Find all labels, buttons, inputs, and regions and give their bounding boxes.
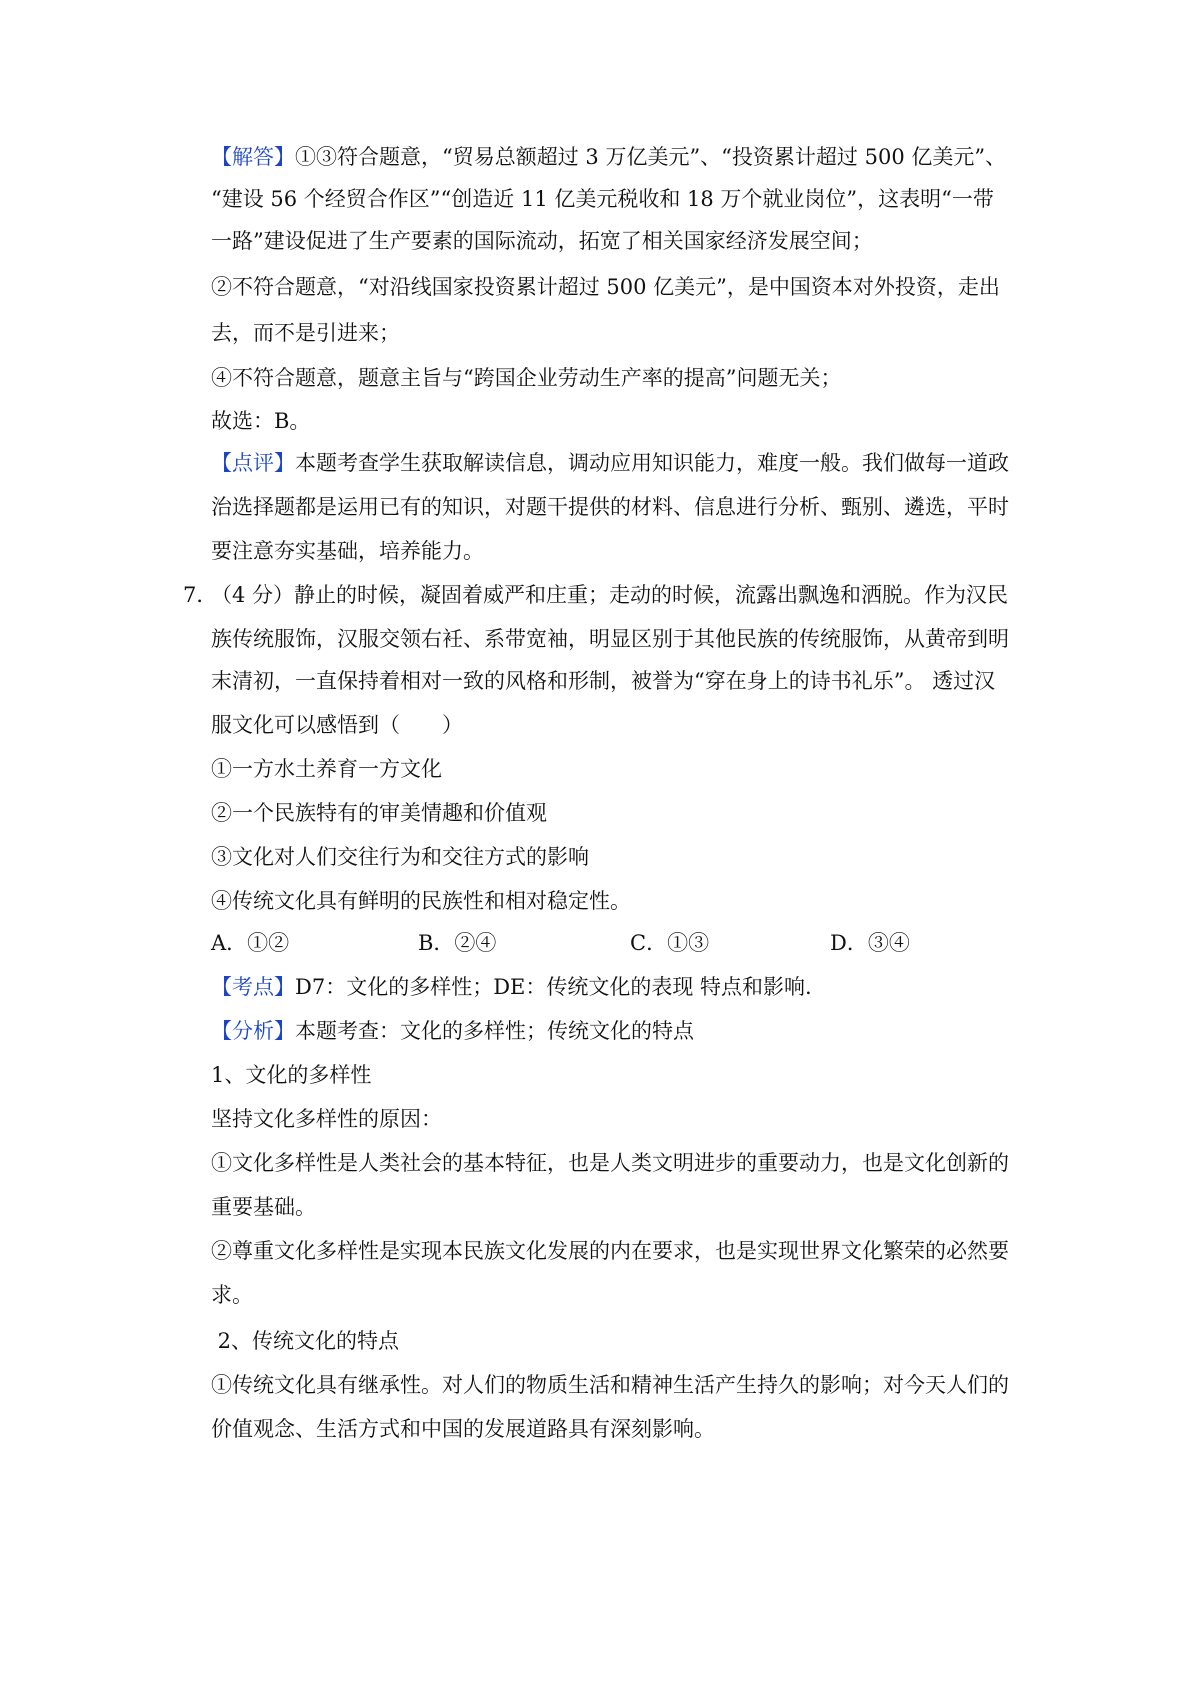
answer-line-5: 去，而不是引进来； [211,321,400,345]
question-stem-line-4: 服文化可以感悟到（ ） [211,713,463,737]
analysis-line-4: ①文化多样性是人类社会的基本特征，也是人类文明进步的重要动力，也是文化创新的 [211,1151,1009,1175]
question-stem-line-1: （4 分）静止的时候，凝固着威严和庄重；走动的时候，流露出飘逸和洒脱。作为汉民 [211,583,1009,607]
statement-4: ④传统文化具有鲜明的民族性和相对稳定性。 [211,889,631,913]
answer-line-2: “建设 56 个经贸合作区”“创造近 11 亿美元税收和 18 万个就业岗位”，这表明“一带 [211,187,994,211]
comment-tag: 【点评】 [211,451,295,475]
analysis-line-1 [211,1016,1031,1046]
kaodian-text: D7：文化的多样性；DE：传统文化的表现 特点和影响. [295,975,812,999]
answer-line-7: 故选：B。 [211,409,311,433]
analysis-line-5: 重要基础。 [211,1195,316,1219]
analysis-line-7: 求。 [211,1283,253,1307]
answer-line-3: 一路”建设促进了生产要素的国际流动，拓宽了相关国家经济发展空间； [211,229,873,253]
question-number: 7． [183,583,218,607]
comment-line-3: 要注意夯实基础，培养能力。 [211,539,484,563]
answer-text-1: ①③符合题意，“贸易总额超过 3 万亿美元”、“投资累计超过 500 亿美元”、 [295,145,1007,169]
option-b: B．②④ [418,931,497,955]
analysis-line-8: 2、传统文化的特点 [211,1329,400,1353]
statement-2: ②一个民族特有的审美情趣和价值观 [211,801,547,825]
analysis-tag: 【分析】 [211,1019,295,1043]
analysis-line-3: 坚持文化多样性的原因： [211,1107,442,1131]
analysis-line-10: 价值观念、生活方式和中国的发展道路具有深刻影响。 [211,1417,715,1441]
analysis-line-6: ②尊重文化多样性是实现本民族文化发展的内在要求，也是实现世界文化繁荣的必然要 [211,1239,1009,1263]
option-c: C．①③ [630,931,710,955]
comment-line-1 [211,448,1031,478]
answer-tag: 【解答】 [211,145,295,169]
analysis-line-9: ①传统文化具有继承性。对人们的物质生活和精神生活产生持久的影响；对今天人们的 [211,1373,1009,1397]
comment-text-1: 本题考查学生获取解读信息，调动应用知识能力，难度一般。我们做每一道政 [295,451,1009,475]
answer-line-1 [211,142,1031,172]
analysis-line-2: 1、文化的多样性 [211,1063,372,1087]
answer-line-6: ④不符合题意，题意主旨与“跨国企业劳动生产率的提高”问题无关； [211,366,842,390]
kaodian-line [211,972,1031,1002]
kaodian-tag: 【考点】 [211,975,295,999]
question-stem-line-2: 族传统服饰，汉服交领右衽、系带宽袖，明显区别于其他民族的传统服饰，从黄帝到明 [211,627,1009,651]
answer-line-4: ②不符合题意，“对沿线国家投资累计超过 500 亿美元”，是中国资本对外投资，走出 [211,275,1000,299]
statement-3: ③文化对人们交往行为和交往方式的影响 [211,845,589,869]
option-a: A．①② [211,931,290,955]
comment-line-2: 治选择题都是运用已有的知识，对题干提供的材料、信息进行分析、甄别、遴选，平时 [211,495,1009,519]
analysis-text-1: 本题考查：文化的多样性；传统文化的特点 [295,1019,694,1043]
option-d: D．③④ [830,931,910,955]
question-stem-line-3: 末清初，一直保持着相对一致的风格和形制，被誉为“穿在身上的诗书礼乐”。 透过汉 [211,669,996,693]
statement-1: ①一方水土养育一方文化 [211,757,442,781]
